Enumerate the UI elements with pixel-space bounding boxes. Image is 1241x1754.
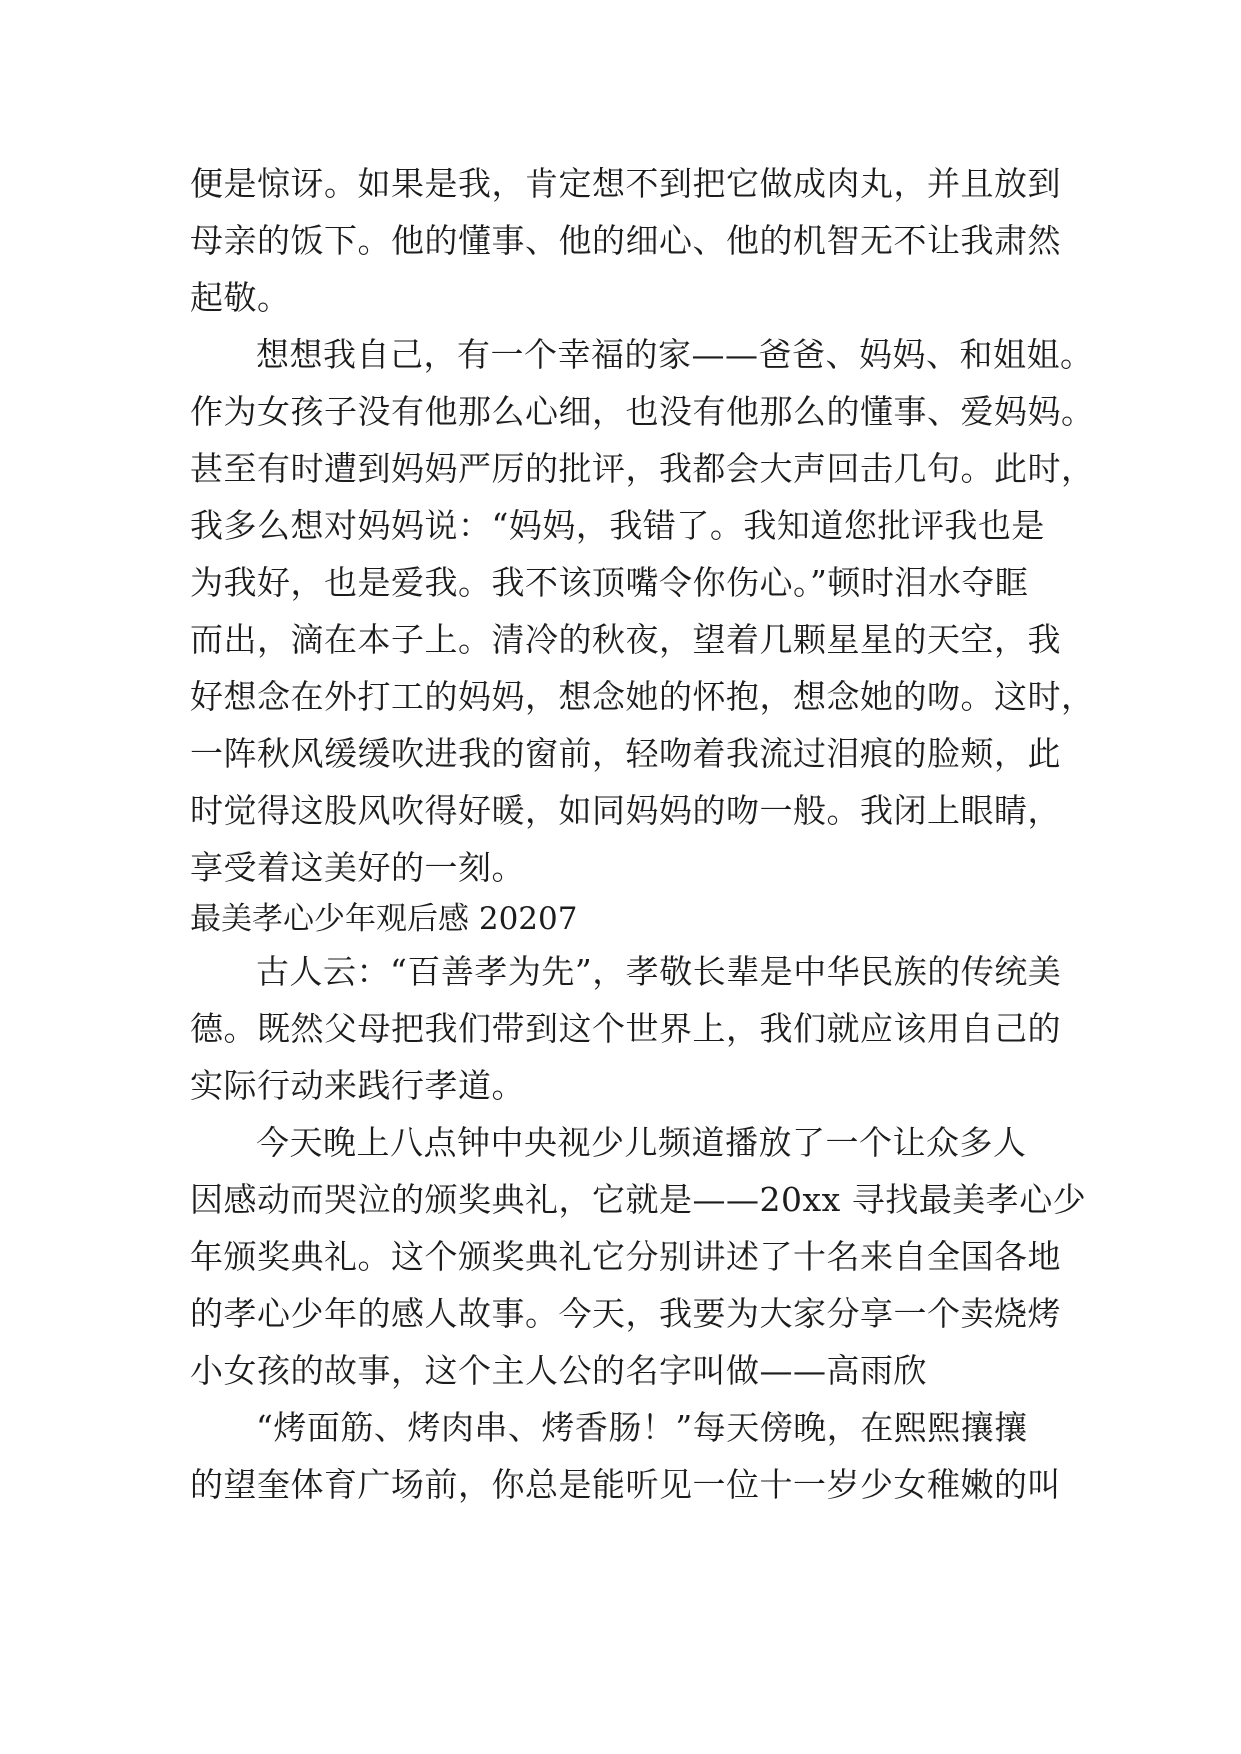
text-line: 实际行动来践行孝道。	[190, 1066, 525, 1105]
text-line: 时觉得这股风吹得好暖，如同妈妈的吻一般。我闭上眼睛，	[190, 791, 1061, 830]
paragraph-start-line: 今天晚上八点钟中央视少儿频道播放了一个让众多人	[256, 1123, 1027, 1162]
text-line: 母亲的饭下。他的懂事、他的细心、他的机智无不让我肃然	[190, 221, 1061, 260]
text-line: 便是惊讶。如果是我，肯定想不到把它做成肉丸，并且放到	[190, 164, 1061, 203]
paragraph-start-line: 想想我自己，有一个幸福的家——爸爸、妈妈、和姐姐。	[256, 335, 1094, 374]
text-line: 年颁奖典礼。这个颁奖典礼它分别讲述了十名来自全国各地	[190, 1237, 1061, 1276]
text-line: 起敬。	[190, 278, 291, 317]
paragraph-start-line: 古人云：“百善孝为先”，孝敬长辈是中华民族的传统美	[256, 952, 1062, 991]
text-line: 享受着这美好的一刻。	[190, 848, 525, 887]
text-line: 我多么想对妈妈说：“妈妈，我错了。我知道您批评我也是	[190, 506, 1045, 545]
text-line: 而出，滴在本子上。清冷的秋夜，望着几颗星星的天空，我	[190, 620, 1061, 659]
text-line: 的孝心少年的感人故事。今天，我要为大家分享一个卖烧烤	[190, 1294, 1061, 1333]
text-line: 为我好，也是爱我。我不该顶嘴令你伤心。”顿时泪水夺眶	[190, 563, 1029, 602]
text-line: 德。既然父母把我们带到这个世界上，我们就应该用自己的	[190, 1009, 1061, 1048]
text-line: 小女孩的故事，这个主人公的名字叫做——高雨欣	[190, 1351, 927, 1390]
text-line: 因感动而哭泣的颁奖典礼，它就是——20xx 寻找最美孝心少	[190, 1180, 1087, 1219]
paragraph-start-line: “烤面筋、烤肉串、烤香肠！”每天傍晚，在熙熙攘攘	[256, 1408, 1028, 1447]
text-line: 一阵秋风缓缓吹进我的窗前，轻吻着我流过泪痕的脸颊，此	[190, 734, 1061, 773]
text-line: 好想念在外打工的妈妈，想念她的怀抱，想念她的吻。这时，	[190, 677, 1095, 716]
text-line: 的望奎体育广场前，你总是能听见一位十一岁少女稚嫩的叫	[190, 1465, 1061, 1504]
text-line: 作为女孩子没有他那么心细，也没有他那么的懂事、爱妈妈。	[190, 392, 1095, 431]
section-heading: 最美孝心少年观后感 20207	[190, 901, 578, 937]
text-line: 甚至有时遭到妈妈严厉的批评，我都会大声回击几句。此时，	[190, 449, 1095, 488]
